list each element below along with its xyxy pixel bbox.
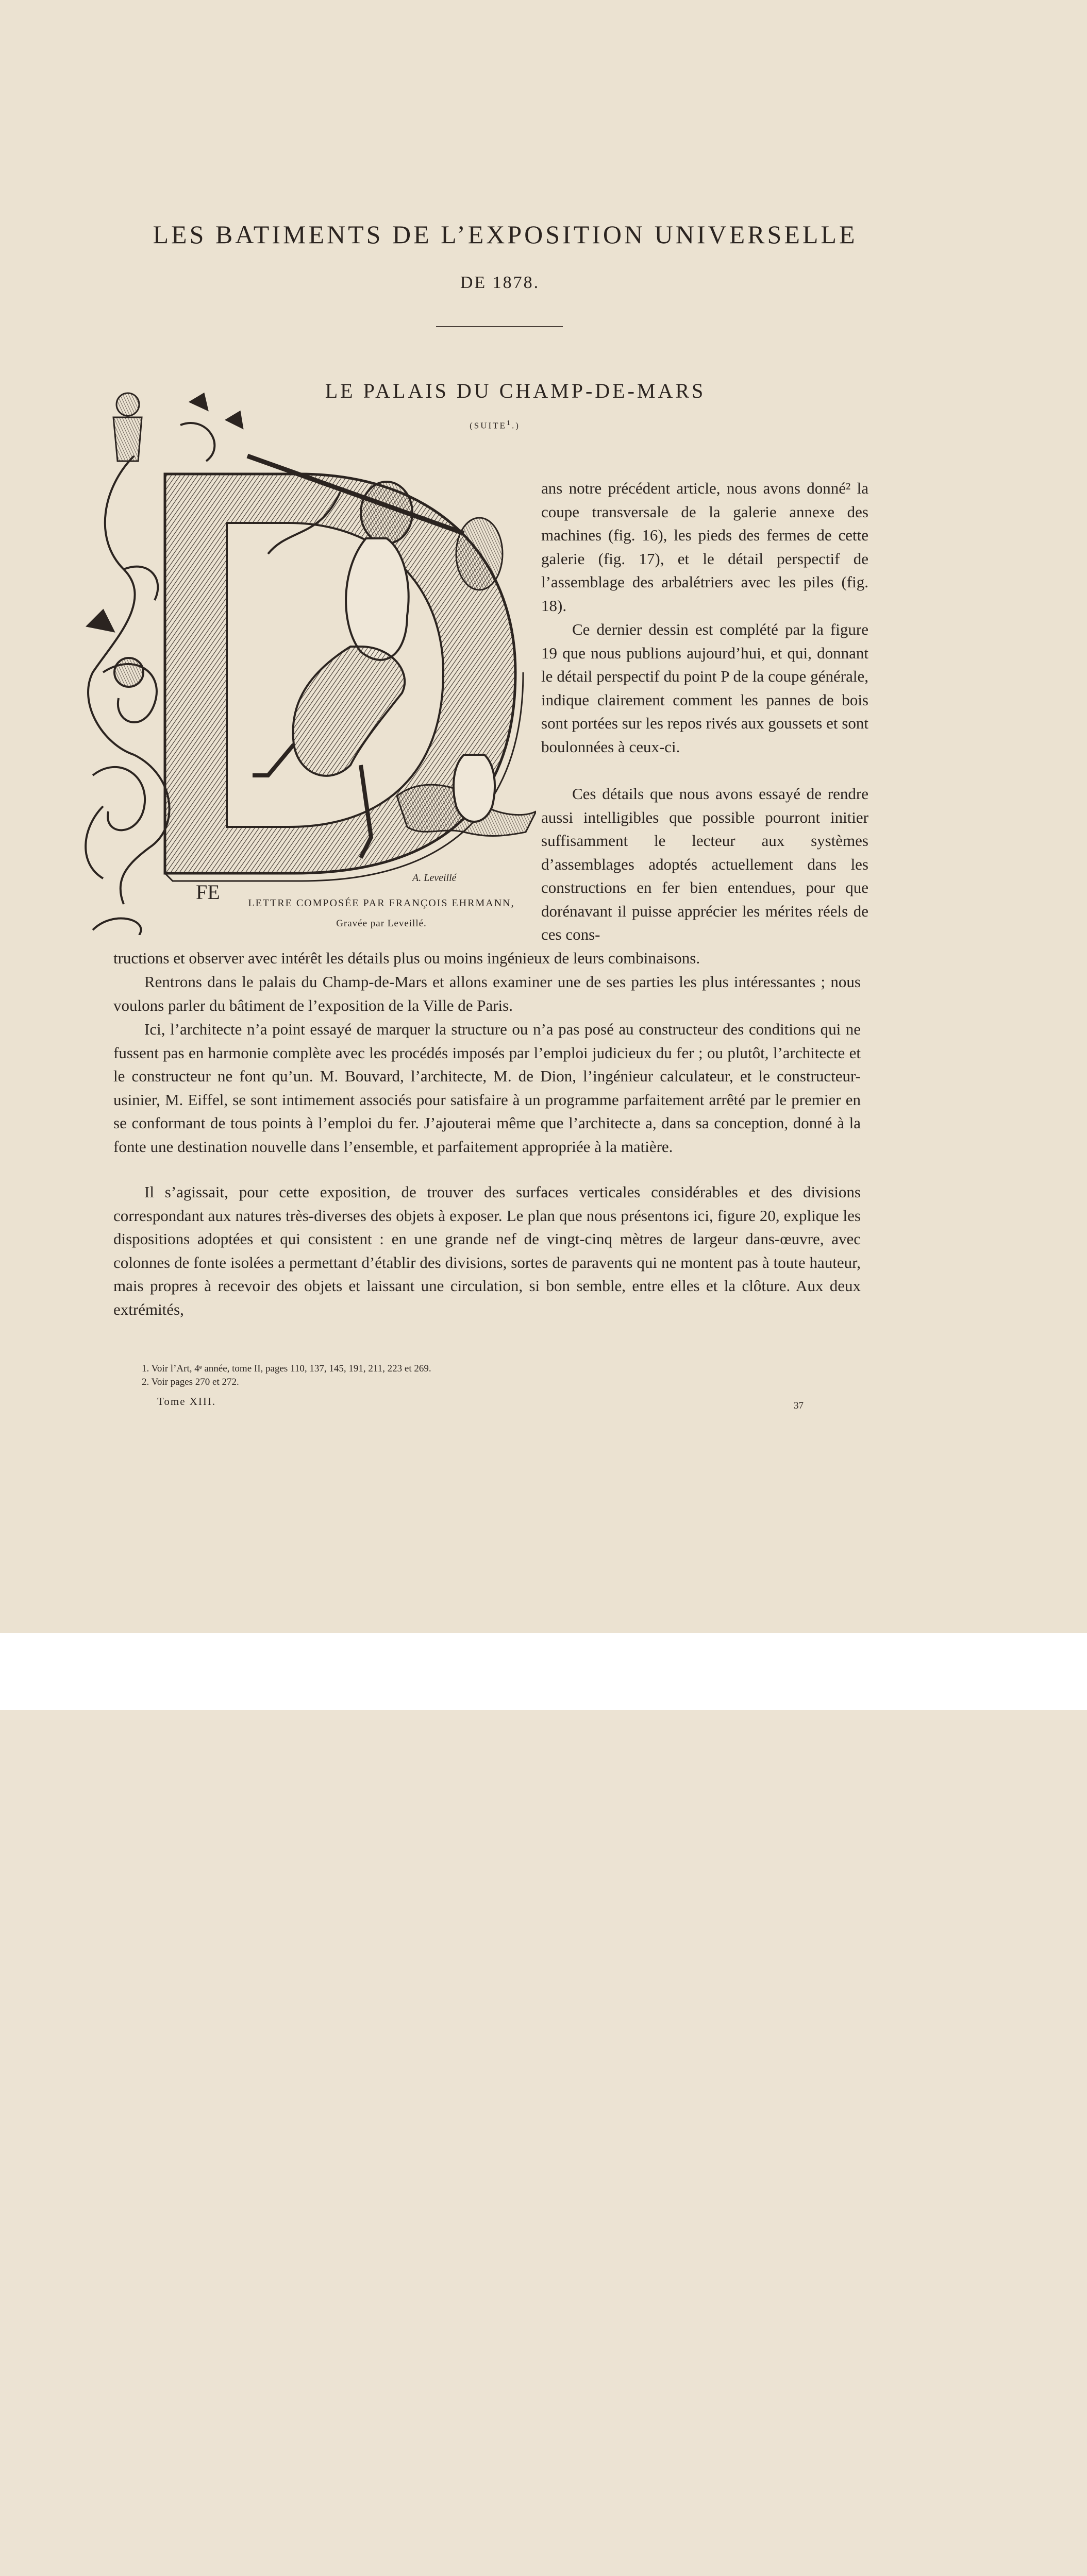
decorated-initial-d-illustration <box>72 384 536 935</box>
paragraph-3: Ces détails que nous avons essayé de rendre aussi intelligibles que possible pourront initier suffisamment le lecteur aux systèmes d’assemblages adoptés actuellement dans les constructions en fer bien entendues, pour que dorénavant il puisse apprécier les mérites réels de ces cons- <box>541 785 868 943</box>
engraver-signature: A. Leveillé <box>412 872 457 884</box>
monogram: FE <box>196 880 220 904</box>
article-title: LES BATIMENTS DE L’EXPOSITION UNIVERSELLE <box>153 220 858 249</box>
paragraph-6: Il s’agissait, pour cette exposition, de trouver des surfaces verticales considérables et des divisions correspondant aux natures très-diverses des objets à exposer. Le plan que nous présentons ici, figure 20, explique les dispositions adoptées et qui consistent : en une grande nef de vingt-cinq mètres de largeur dans-œuvre, avec colonnes de fonte isolées a permettant d’établir des divisions, sortes de paravents qui ne montent pas à toute hauteur, mais propres à recevoir des objets et laissant une circulation, si bon semble, entre elles et la clôture. Aux deux extrémités, <box>113 1183 861 1318</box>
illustration-caption: LETTRE COMPOSÉE PAR FRANÇOIS EHRMANN, Gravée par Leveillé. <box>248 897 515 929</box>
paragraph-1: ans notre précédent article, nous avons donné² la coupe transversale de la galerie annexe des machines (fig. 16), les pieds des fermes de cette galerie (fig. 17), et le détail perspectif de l’assemblage des arbalétriers avec les piles (fig. 18). <box>541 479 868 615</box>
footnote-2: 2. Voir pages 270 et 272. <box>142 1377 239 1387</box>
paragraph-2: Ce dernier dessin est complété par la figure 19 que nous publions aujourd’hui, et qui, donnant le détail perspectif du point P de la coupe générale, indique clairement comment les pannes de bois sont portées sur les repos rivés aux goussets et sont boulonnées à ceux-ci. <box>541 620 868 756</box>
suite-label: (SUITE$^1$.) <box>470 419 520 431</box>
paragraph-3-continued: tructions et observer avec intérêt les détails plus ou moins ingénieux de leurs combinaisons. <box>113 949 700 967</box>
paragraph-4: Rentrons dans le palais du Champ-de-Mars et allons examiner une de ses parties les plus intéressantes ; nous voulons parler du bâtiment de l’exposition de la Ville de Paris. <box>113 973 861 1014</box>
paragraph-5: Ici, l’architecte n’a point essayé de marquer la structure ou n’a pas posé au constructeur des conditions qui ne fussent pas en harmonie complète avec les procédés imposés par l’emploi judicieux du fer ; ou plutôt, l’architecte et le constructeur ne font qu’un. M. Bouvard, l’architecte, M. de Dion, l’ingénieur calculateur, et le constructeur-usinier, M. Eiffel, se sont intimement associés pour satisfaire à un programme parfaitement arrêté par le premier en se conformant de tous points à l’emploi du fer. J’ajouterai même que l’architecte a, dans sa conception, donné à la fonte une destination nouvelle dans l’ensemble, et parfaitement appropriée à la matière. <box>113 1020 861 1156</box>
grotesque-figure <box>113 393 142 461</box>
volume-label: Tome XIII. <box>157 1395 216 1408</box>
viewer-footer-bar <box>0 1633 1087 1710</box>
footnote-1: 1. Voir l’Art, 4ᵉ année, tome II, pages 110, 137, 145, 191, 211, 223 et 269. <box>142 1363 431 1374</box>
section-title: LE PALAIS DU CHAMP-DE-MARS <box>325 379 706 402</box>
title-divider <box>436 326 563 327</box>
article-subtitle: DE 1878. <box>460 273 540 292</box>
page-number: 37 <box>794 1400 804 1411</box>
